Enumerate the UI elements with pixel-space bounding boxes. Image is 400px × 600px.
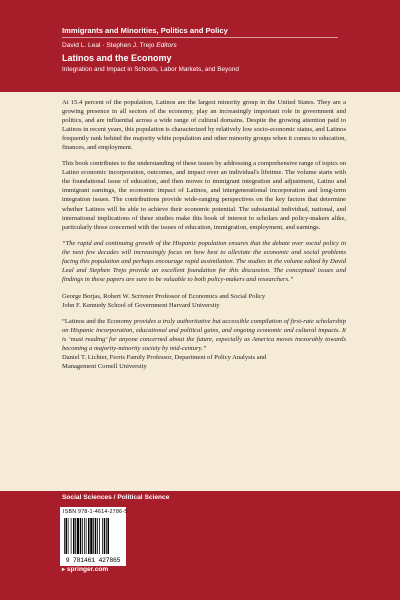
series-title: Immigrants and Minorities, Politics and Policy — [62, 26, 228, 35]
endorsement-quote-borjas: “The rapid and continuing growth of the Hispanic population ensures that the debate over social policy in the next few decades will increasingly focus on how best to alleviate the economic and social problems facing this population and perhaps encourage rapid assimilation. The studies in the volume edited by David Leal and Stephen Trejo provide an excellent foundation for this discussion. The conceptual issues and findings in these papers are sure to be valuable to both policy-makers and researchers.” — [62, 239, 346, 283]
publisher-link[interactable] — [62, 566, 108, 573]
barcode-bar — [77, 518, 79, 554]
barcode-bar — [108, 518, 110, 554]
barcode-bar — [73, 518, 75, 554]
barcode-bar — [68, 518, 69, 554]
paragraph-contents: This book contributes to the understanding of these issues by addressing a comprehensive range of topics on Latino economic incorporation, outcomes, and impact over an individual's lifetime. The volume starts with the foundational issue of education, and then moves to immigrant integration and adjustment, Latino and immigrant earnings, the economic impact of Latinos, and intergenerational incorporation and long-term integration issues. The contributions provide wide-ranging perspectives on the key factors that determine whether Latinos will be able to achieve their economic potential. The substantial individual, national, and international implications of these studies make this book of interest to scholars and policy-makers alike, particularly those concerned with the issues of education, immigration, employment, and earnings. — [62, 160, 346, 231]
endorsement-quote-lichter — [62, 317, 346, 353]
barcode-bar — [106, 518, 107, 554]
series-divider — [62, 37, 338, 38]
description-text — [62, 98, 346, 371]
barcode-bar — [84, 518, 85, 554]
endorsement-attribution-borjas-2: John F. Kennedy School of Government Harvard University — [62, 301, 220, 309]
endorsement-attribution-lichter-2: Management Cornell University — [62, 363, 147, 371]
editors-label: Editors — [154, 42, 177, 49]
barcode-bar — [66, 518, 68, 554]
barcode-bar — [82, 518, 83, 554]
publisher-url: springer.com — [66, 566, 109, 573]
barcode-bar — [95, 518, 97, 554]
barcode-bar — [99, 518, 100, 554]
subject-category: Social Sciences / Political Science — [62, 494, 170, 501]
barcode-bar — [102, 518, 103, 554]
arrow-icon: ▸ — [62, 567, 66, 573]
barcode-number: 9 781461 427865 — [65, 557, 121, 564]
header-band — [0, 0, 400, 92]
book-subtitle: Integration and Impact in Schools, Labor Markets, and Beyond — [62, 66, 239, 73]
quote-text: provides a truly authoritative but accessible compilation of first-rate scholarship on Hispanic incorporation, educational and political gains, and ongoing economic and cultural impacts. It is ‘must reading’ for anyone concerned about the future, especially as America moves inexorably towards becoming a majority-minority society by mid-century.” — [62, 317, 347, 353]
editors-line — [62, 42, 177, 49]
barcode-bar — [64, 518, 65, 554]
barcode-bar — [80, 518, 82, 554]
endorsement-attribution-borjas-1: George Borjas, Robert W. Scrivner Professor of Economics and Social Policy — [62, 292, 266, 300]
endorsement-attribution-lichter-1: Daniel T. Lichter, Ferris Family Professor, Department of Policy Analysis and — [62, 354, 267, 362]
paragraph-intro: At 15.4 percent of the population, Latinos are the largest minority group in the United States. They are a growing presence in all sectors of the economy, play an increasingly important role in government and politics, and are influential across a wide range of cultural domains. Despite the growing attention paid to Latinos in recent years, this population is characterized by relatively low socio-economic status, and Latinos frequently rank behind the majority white population and other minority groups when it comes to education, finances, and employment. — [62, 99, 346, 152]
barcode-bar — [90, 518, 92, 554]
barcode-bar — [71, 518, 72, 554]
barcode-bar — [104, 518, 106, 554]
editor-names: David L. Leal · Stephen J. Trejo — [62, 42, 155, 49]
barcode-bar — [88, 518, 90, 554]
barcode-bar — [97, 518, 98, 554]
quote-book-title: “Latinos and the Economy — [62, 317, 134, 325]
barcode-bar — [93, 518, 94, 554]
barcode-bar — [86, 518, 87, 554]
barcode-bars — [64, 518, 122, 556]
isbn-text: ISBN 978-1-4614-2786-5 — [63, 509, 128, 515]
barcode-bar — [75, 518, 76, 554]
book-title: Latinos and the Economy — [62, 53, 172, 63]
